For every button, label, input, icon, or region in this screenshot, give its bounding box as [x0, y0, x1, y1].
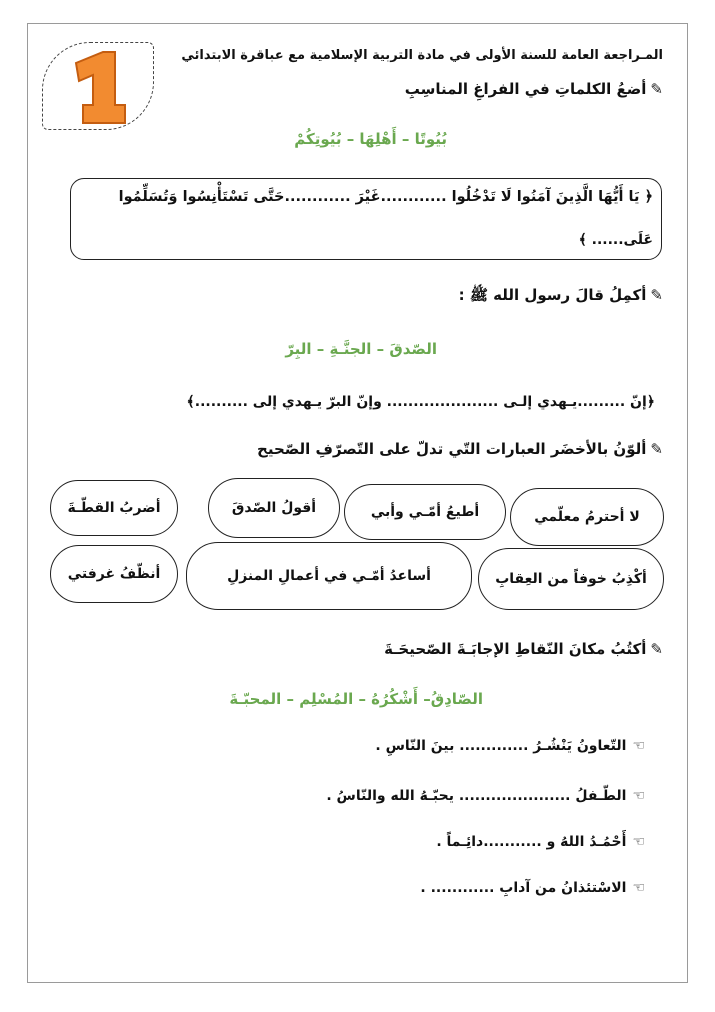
hadith-line: ﴿إنّ .........يـهدي إلـى ..................... وإنّ البرّ يـهدي إلى ..........﴾: [186, 394, 655, 410]
pointing-hand-icon: ☜: [632, 834, 645, 850]
pen-icon: ✎: [650, 286, 663, 304]
pen-icon: ✎: [650, 440, 663, 458]
section1-word-bank: بُيُوتًا – أَهْلِهَا – بُيُوتِكُمْ: [294, 130, 447, 148]
fill-item: ☜الاسْتئذانُ من آدابِ ............ .: [420, 880, 645, 896]
pointing-hand-icon: ☜: [632, 738, 645, 754]
phrase-bubble[interactable]: أقولُ الصّدقَ: [208, 478, 340, 538]
fill-item: ☜التّعاونُ يَنْشُـرُ ............. بينَ النّاسِ .: [375, 738, 645, 754]
fill-item: ☜الطّـفلُ ..................... يحبّـهُ الله والنّاسُ .: [326, 788, 645, 804]
section3-instruction: ✎ألوّنُ بالأخضَر العبارات التّي تدلّ على التّصرّفِ الصّحيح: [257, 440, 663, 458]
number-one-glyph: [76, 52, 125, 123]
phrase-bubble[interactable]: أطيعُ أمّـي وأبي: [344, 484, 506, 540]
pen-icon: ✎: [650, 80, 663, 98]
verse-line-1: ﴿ يَا أَيُّهَا الَّذِينَ آمَنُوا لَا تَدْخُلُوا ............غَيْرَ ............حَتَّى تَسْتَأْنِسُوا وَتُسَلِّمُوا: [118, 189, 653, 205]
section2-word-bank: الصّدقَ – الجنَّـةِ – البِرّ: [285, 340, 437, 358]
phrase-bubble[interactable]: أضربُ القطّـةَ: [50, 480, 178, 536]
section4-instruction: ✎أكتُبُ مكانَ النّقاطِ الإجابَـةَ الصّحيحَـةَ: [384, 640, 663, 658]
number-badge: [42, 42, 154, 130]
fill-item: ☜أَحْمُـدُ اللهُ و ...........دائِـماً .: [436, 834, 645, 850]
pointing-hand-icon: ☜: [632, 788, 645, 804]
section2-instruction: ✎أكمِلُ قالَ رسول الله ﷺ :: [458, 286, 663, 304]
pen-icon: ✎: [650, 640, 663, 658]
verse-line-2: عَلَى...... ﴾: [578, 232, 653, 248]
phrase-bubble[interactable]: لا أحترمُ معلّمي: [510, 488, 664, 546]
phrase-bubble[interactable]: أكْذِبُ خوفاً من العِقابِ: [478, 548, 664, 610]
phrase-bubble[interactable]: أنظّفُ غرفتي: [50, 545, 178, 603]
phrase-bubble[interactable]: أساعدُ أمّـي في أعمالِ المنزلِ: [186, 542, 472, 610]
section1-instruction: ✎أضعُ الكلماتِ في الفراغِ المناسِبِ: [404, 80, 663, 98]
page-title: المـراجعة العامة للسنة الأولى في مادة التربية الإسلامية مع عباقرة الابتدائي: [181, 48, 663, 63]
section4-word-bank: الصّادِقُ– أَشْكُرُهُ – المُسْلِم – المحبّـةَ: [229, 690, 483, 708]
pointing-hand-icon: ☜: [632, 880, 645, 896]
